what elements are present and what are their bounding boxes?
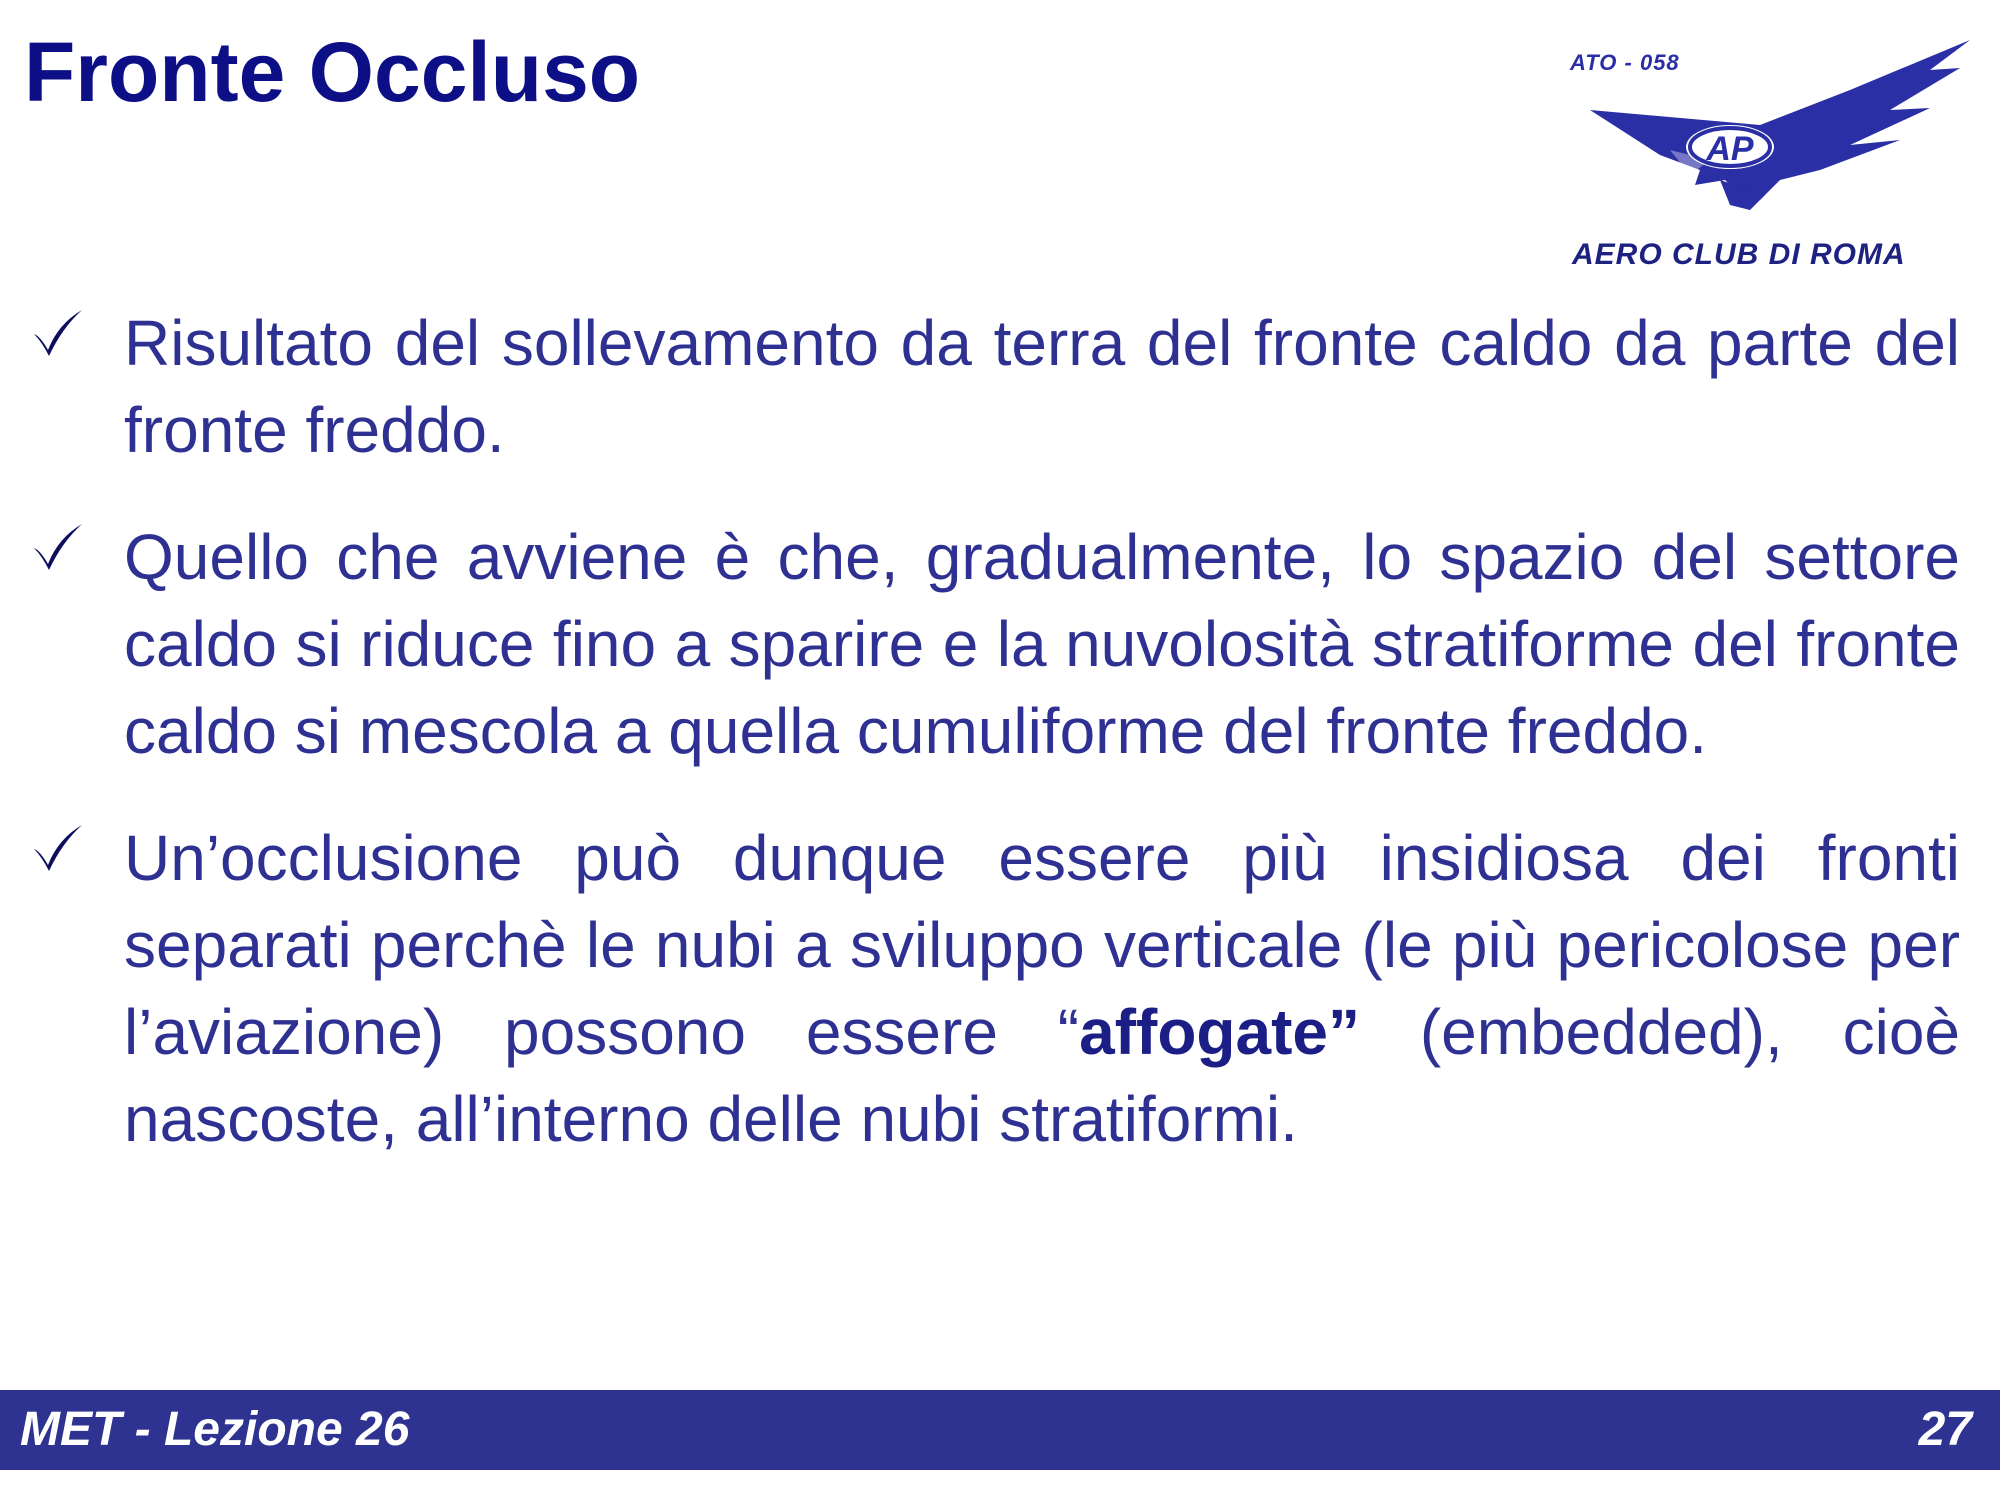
checkmark-icon xyxy=(28,821,88,873)
bullet-list xyxy=(20,300,1960,1203)
logo-emblem-text: AP xyxy=(1706,130,1754,168)
checkmark-icon xyxy=(28,306,88,358)
aero-club-logo xyxy=(1550,30,1980,280)
logo-club-name: AERO CLUB DI ROMA xyxy=(1572,238,1906,271)
bullet-text: Quello che avviene è che, gradualmente, lo spazio del settore caldo si riduce fino a sparire e la nuvolosità stratiforme del fronte caldo si mescola a quella cumuliforme del fronte freddo. xyxy=(124,521,1960,767)
slide-title: Fronte Occluso xyxy=(24,25,641,119)
bullet-text xyxy=(124,815,1960,1163)
logo-ato-text: ATO - 058 xyxy=(1570,50,1680,75)
bullet-item xyxy=(20,815,1960,1163)
bullet-text-part: Un’occlusione può dunque essere più insidiosa dei fronti separati perchè le nubi a sviluppo verticale (le più pericolose per l’aviazione) possono essere “ xyxy=(124,822,1960,1068)
page-number: 27 xyxy=(1918,1403,1972,1456)
bullet-text-part: (embedded), cioè nascoste, all’interno delle nubi stratiformi. xyxy=(124,996,1961,1155)
bullet-item xyxy=(20,300,1960,474)
footer-bar xyxy=(0,1390,2000,1470)
footer-lesson-label: MET - Lezione 26 xyxy=(20,1403,410,1456)
emphasis-text: affogate” xyxy=(1079,996,1361,1068)
bullet-item xyxy=(20,514,1960,775)
checkmark-icon xyxy=(28,520,88,572)
bullet-text: Risultato del sollevamento da terra del fronte caldo da parte del fronte freddo. xyxy=(124,307,1960,466)
